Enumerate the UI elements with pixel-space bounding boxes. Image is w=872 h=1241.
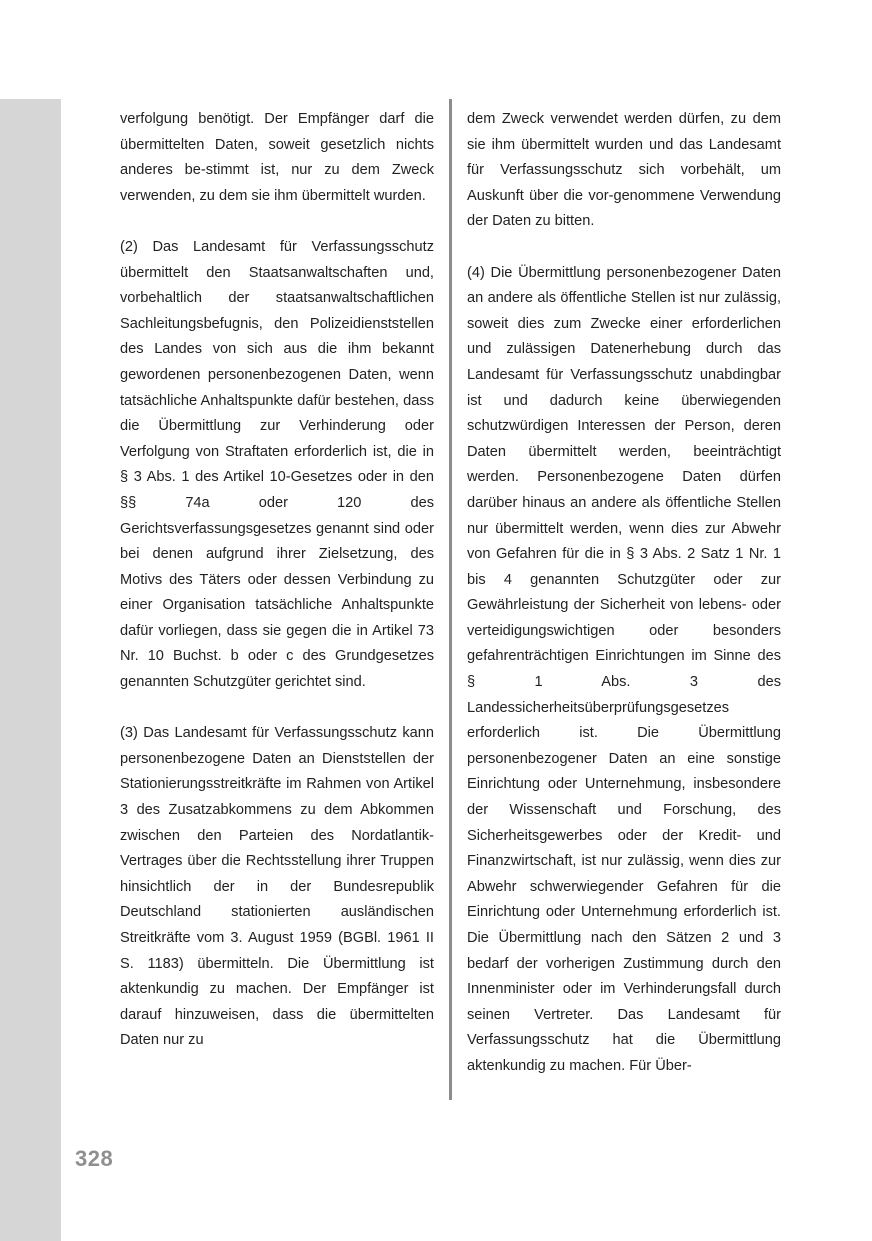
- text-column-left: [120, 107, 434, 1054]
- paragraph-3: (3) Das Landesamt für Verfassungsschutz kann personenbezogene Daten an Dienststellen der Stationierungsstreitkräfte im Rahmen von Artikel 3 des Zusatzabkommens zu dem Abkommen zwischen den Parteien des Nordatlantik-Vertrages über die Rechtsstellung ihrer Truppen hinsichtlich der in der Bundesrepublik Deutschland stationierten ausländischen Streitkräfte vom 3. August 1959 (BGBl. 1961 II S. 1183) übermitteln. Die Übermittlung ist aktenkundig zu machen. Der Empfänger ist darauf hinzuweisen, dass die übermittelten Daten nur zu: [120, 725, 434, 1049]
- column-divider: [449, 99, 452, 1100]
- paragraph-1-continuation: verfolgung benötigt. Der Empfänger darf die übermittelten Daten, soweit gesetzlich nichts anderes be-stimmt ist, nur zu dem Zweck verwenden, zu dem sie ihm übermittelt wurden.: [120, 111, 434, 204]
- paragraph-4: (4) Die Übermittlung personenbezogener Daten an andere als öffentliche Stellen ist nur zulässig, soweit dies zum Zwecke einer erforderlichen und zulässigen Datenerhebung durch das Landesamt für Verfassungsschutz unabdingbar ist und dadurch keine überwiegenden schutzwürdigen Interessen der Person, deren Daten übermittelt werden, beeinträchtigt werden. Personenbezogene Daten dürfen darüber hinaus an andere als öffentliche Stellen nur übermittelt werden, wenn dies zur Abwehr von Gefahren für die in § 3 Abs. 2 Satz 1 Nr. 1 bis 4 genannten Schutzgüter oder zur Gewährleistung der Sicherheit von lebens- oder verteidigungswichtigen oder besonders gefahrenträchtigen Einrichtungen im Sinne des § 1 Abs. 3 des Landessicherheitsüberprüfungsgesetzes erforderlich ist. Die Übermittlung personenbezogener Daten an eine sonstige Einrichtung oder Unternehmung, insbesondere der Wissenschaft und Forschung, des Sicherheitsgewerbes oder der Kredit- und Finanzwirtschaft, ist nur zulässig, wenn dies zur Abwehr schwerwiegender Gefahren für die Einrichtung oder Unternehmung erforderlich ist. Die Übermittlung nach den Sätzen 2 und 3 bedarf der vorherigen Zustimmung durch den Innenminister oder im Verhinderungsfall durch seinen Vertreter. Das Landesamt für Verfassungsschutz hat die Übermittlung aktenkundig zu machen. Für Über-: [467, 264, 781, 1074]
- page-number: 328: [75, 1146, 114, 1171]
- paragraph-2: (2) Das Landesamt für Verfassungsschutz übermittelt den Staatsanwaltschaften und, vorbehaltlich der staatsanwaltschaftlichen Sachleitungsbefugnis, den Polizeidienststellen des Landes von sich aus die ihm bekannt gewordenen personenbezogenen Daten, wenn tatsächliche Anhaltspunkte dafür bestehen, dass die Übermittlung zur Verhinderung oder Verfolgung von Straftaten erforderlich ist, die in § 3 Abs. 1 des Artikel 10-Gesetzes oder in den §§ 74a oder 120 des Gerichtsverfassungsgesetzes genannt sind oder bei denen aufgrund ihrer Zielsetzung, des Motivs des Täters oder dessen Verbindung zu einer Organisation tatsächliche Anhaltspunkte dafür vorliegen, dass sie gegen die in Artikel 73 Nr. 10 Buchst. b oder c des Grundgesetzes genannten Schutzgüter gerichtet sind.: [120, 238, 434, 691]
- paragraph-3-continuation: dem Zweck verwendet werden dürfen, zu dem sie ihm übermittelt wurden und das Landesamt für Verfassungsschutz sich vorbehält, um Auskunft über die vor-genommene Verwendung der Daten zu bitten.: [467, 111, 781, 230]
- text-column-right: [467, 107, 781, 1080]
- page-margin-band: [0, 99, 61, 1241]
